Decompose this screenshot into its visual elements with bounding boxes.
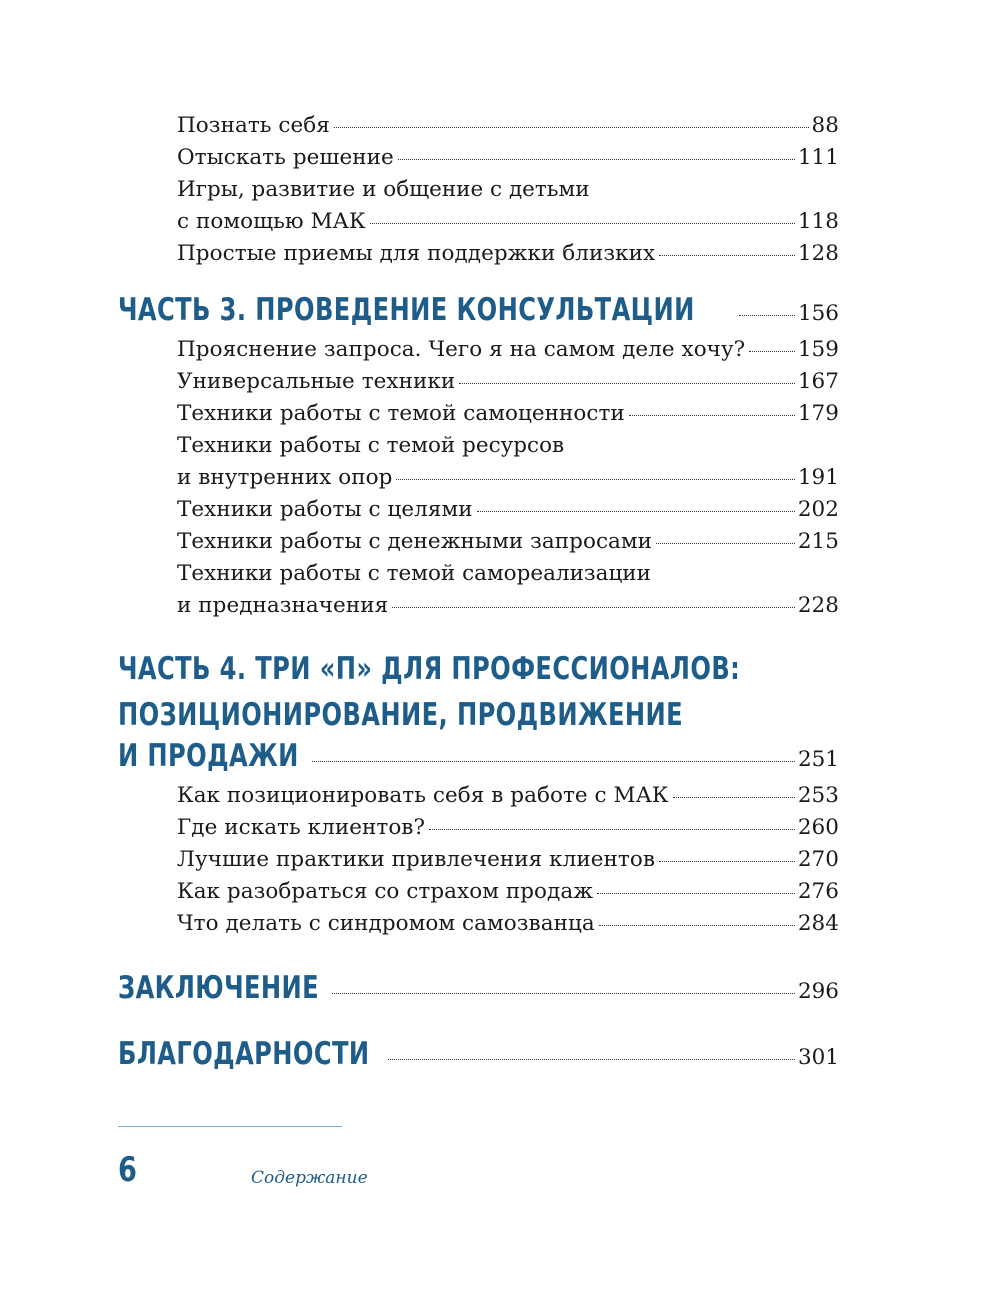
page-number: 6 [118,1150,137,1190]
toc-part-4[interactable] [118,646,839,780]
part-4-page: 251 [797,747,839,772]
toc-entry[interactable] [118,110,839,142]
toc-entry-page: 191 [797,465,839,490]
part-4-title-line3: И ПРОДАЖИ [118,738,299,774]
toc-thanks[interactable] [118,1036,839,1082]
toc-entry-label-line1: Игры, развитие и общение с детьми [177,177,590,202]
running-head: Содержание [251,1168,368,1188]
toc-entry[interactable] [118,812,839,844]
toc-entry[interactable] [118,462,839,494]
dot-leader [429,829,795,830]
dot-leader [334,127,809,128]
toc-entry-label-line1: Техники работы с темой ресурсов [177,433,565,458]
toc-entry[interactable] [118,494,839,526]
toc-entry-label: Где искать клиентов? [177,815,426,840]
toc-entry[interactable] [118,844,839,876]
dot-leader [673,797,795,798]
dot-leader [749,351,795,352]
table-of-contents [118,110,839,1082]
dot-leader [739,315,795,316]
dot-leader [396,479,794,480]
dot-leader [459,383,795,384]
dot-leader [312,761,795,762]
dot-leader [398,159,795,160]
toc-entry-page: 111 [797,145,839,170]
dot-leader [388,1059,795,1060]
toc-entry-page: 270 [797,847,839,872]
toc-conclusion[interactable] [118,970,839,1016]
toc-entry-label: Техники работы с денежными запросами [177,529,653,554]
toc-entry[interactable] [118,366,839,398]
toc-entry-label-line1: Техники работы с темой самореализации [177,561,651,586]
toc-entry-page: 202 [797,497,839,522]
footer-rule [118,1126,342,1127]
dot-leader [659,861,795,862]
toc-entry-label: Что делать с синдромом самозванца [177,911,595,936]
part-3-page: 156 [797,301,839,326]
toc-entry[interactable] [118,908,839,940]
dot-leader [656,543,795,544]
toc-entry-page: 167 [797,369,839,394]
toc-entry-label: Как позиционировать себя в работе с МАК [177,783,669,808]
toc-entry-label: Как разобраться со страхом продаж [177,879,594,904]
thanks-page: 301 [797,1045,839,1070]
thanks-title: БЛАГОДАРНОСТИ [118,1036,370,1072]
conclusion-title: ЗАКЛЮЧЕНИЕ [118,970,320,1006]
part-3-title: ЧАСТЬ 3. ПРОВЕДЕНИЕ КОНСУЛЬТАЦИИ [118,292,695,328]
toc-entry-label: Лучшие практики привлечения клиентов [177,847,655,872]
dot-leader [599,925,795,926]
toc-entry-page: 179 [797,401,839,426]
toc-entry[interactable] [118,780,839,812]
toc-entry-page: 159 [797,337,839,362]
toc-entry-page: 260 [797,815,839,840]
toc-entry[interactable] [118,334,839,366]
toc-entry[interactable] [118,398,839,430]
part-4-title-line2: ПОЗИЦИОНИРОВАНИЕ, ПРОДВИЖЕНИЕ [118,697,684,733]
dot-leader [392,607,795,608]
toc-entry[interactable] [118,590,839,622]
toc-entry[interactable] [118,238,839,270]
dot-leader [370,223,795,224]
toc-entry-page: 284 [797,911,839,936]
dot-leader [332,993,795,994]
toc-entry-label: Отыскать решение [177,145,394,170]
toc-entry-page: 228 [797,593,839,618]
toc-entry-label: Техники работы с темой самоценности [177,401,625,426]
toc-entry-label: Простые приемы для поддержки близких [177,241,656,266]
dot-leader [477,511,795,512]
toc-entry-page: 88 [811,113,839,138]
conclusion-page: 296 [797,979,839,1004]
toc-entry-label: и предназначения [177,593,389,618]
dot-leader [659,255,795,256]
toc-entry-page: 118 [797,209,839,234]
toc-entry-page: 128 [797,241,839,266]
toc-entry[interactable] [118,876,839,908]
toc-entry-label: Техники работы с целями [177,497,473,522]
toc-entry[interactable] [118,206,839,238]
toc-entry-page: 276 [797,879,839,904]
part-4-title-line1: ЧАСТЬ 4. ТРИ «П» ДЛЯ ПРОФЕССИОНАЛОВ: [118,651,741,687]
toc-entry-page: 215 [797,529,839,554]
toc-entry-page: 253 [797,783,839,808]
toc-entry-label: Универсальные техники [177,369,456,394]
dot-leader [629,415,795,416]
toc-part-3[interactable] [118,292,839,334]
toc-entry-label: Прояснение запроса. Чего я на самом деле хочу? [177,337,746,362]
toc-entry[interactable] [118,142,839,174]
dot-leader [597,893,795,894]
toc-entry[interactable] [118,526,839,558]
toc-entry-label: и внутренних опор [177,465,393,490]
toc-entry-label: с помощью МАК [177,209,366,234]
toc-entry-label: Познать себя [177,113,330,138]
